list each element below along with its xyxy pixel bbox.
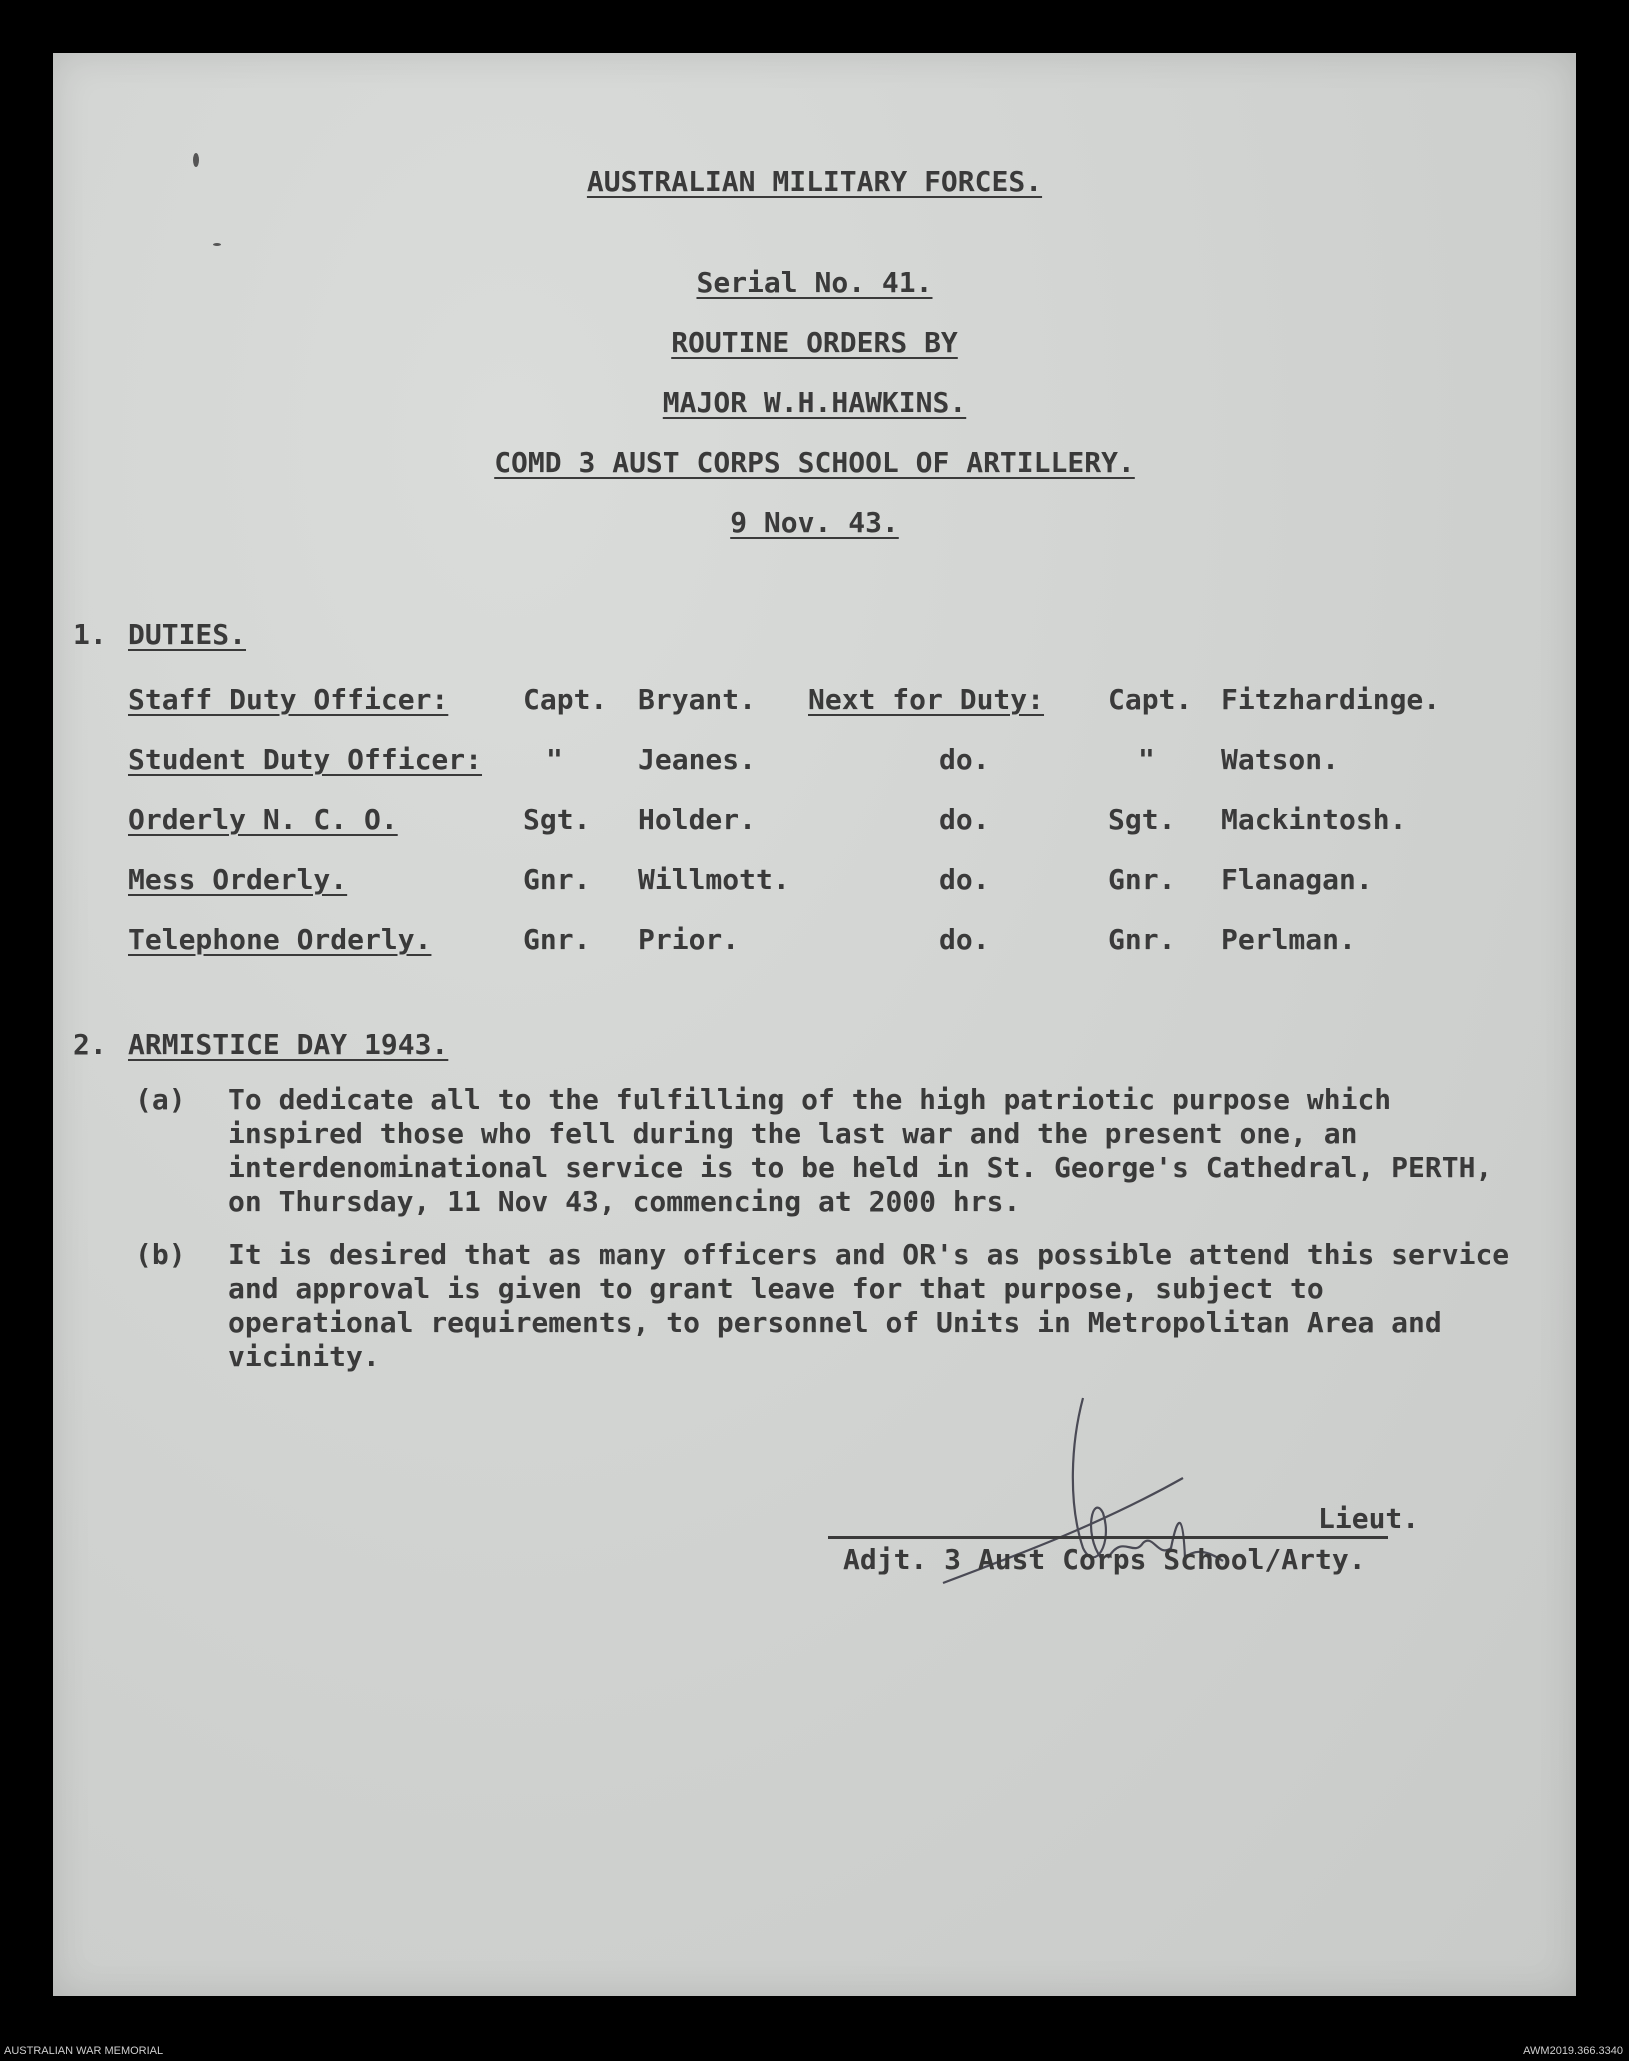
duty-role: Staff Duty Officer: <box>128 683 449 716</box>
duty-rank: Sgt. <box>523 803 591 836</box>
paper-mark <box>213 243 221 246</box>
serial-number: Serial No. 41. <box>696 266 933 299</box>
next-name: Watson. <box>1221 743 1340 776</box>
next-rank: Capt. <box>1108 683 1193 716</box>
archive-reference: AWM2019.366.3340 <box>1523 2045 1623 2057</box>
next-name: Perlman. <box>1221 923 1356 956</box>
next-duty-label: do. <box>939 923 990 956</box>
section-2-number: 2. <box>73 1028 107 1061</box>
routine-orders-heading: ROUTINE ORDERS BY <box>671 326 958 359</box>
next-duty-label: do. <box>939 743 990 776</box>
duty-role: Mess Orderly. <box>128 863 348 896</box>
duty-rank: Capt. <box>523 683 608 716</box>
paragraph-b-label: (b) <box>135 1238 186 1271</box>
section-1-number: 1. <box>73 618 107 651</box>
duty-rank: Gnr. <box>523 923 591 956</box>
next-rank: Gnr. <box>1108 923 1176 956</box>
document-title: AUSTRALIAN MILITARY FORCES. <box>586 165 1043 198</box>
duty-name: Prior. <box>638 923 740 956</box>
handwritten-signature <box>933 1383 1263 1613</box>
next-name: Fitzhardinge. <box>1221 683 1441 716</box>
duty-name: Bryant. <box>638 683 757 716</box>
commander-name: MAJOR W.H.HAWKINS. <box>662 386 967 419</box>
duty-name: Willmott. <box>638 863 790 896</box>
duty-role: Orderly N. C. O. <box>128 803 398 836</box>
command-title: COMD 3 AUST CORPS SCHOOL OF ARTILLERY. <box>494 446 1135 479</box>
paragraph-a-text: To dedicate all to the fulfilling of the high patriotic purpose which inspired those who fell during the last war and the present one, an interdenominational service is to be held in St. George's Cathedral, PERTH, on Thursday, 11 Nov 43, commencing at 2000 hrs. <box>228 1083 1493 1218</box>
duty-role: Student Duty Officer: <box>128 743 483 776</box>
duty-rank: " <box>546 743 563 776</box>
next-rank: Gnr. <box>1108 863 1176 896</box>
document-page <box>53 53 1576 1996</box>
next-rank: Sgt. <box>1108 803 1176 836</box>
duty-name: Holder. <box>638 803 757 836</box>
paragraph-a-label: (a) <box>135 1083 186 1116</box>
duty-role: Telephone Orderly. <box>128 923 432 956</box>
duty-rank: Gnr. <box>523 863 591 896</box>
next-rank: " <box>1138 743 1155 776</box>
signature-rank: Lieut. <box>1318 1502 1420 1535</box>
paragraph-b-text: It is desired that as many officers and OR's as possible attend this service and approval is given to grant leave for that purpose, subject to operational requirements, to personnel of Units in Metropolitan Area and vicinity. <box>228 1238 1510 1373</box>
section-2-heading: ARMISTICE DAY 1943. <box>128 1028 449 1061</box>
section-1-heading: DUTIES. <box>128 618 247 651</box>
next-duty-label: do. <box>939 803 990 836</box>
archive-credit: AUSTRALIAN WAR MEMORIAL <box>4 2045 164 2057</box>
next-duty-label: Next for Duty: <box>808 683 1045 716</box>
next-name: Flanagan. <box>1221 863 1373 896</box>
duty-name: Jeanes. <box>638 743 757 776</box>
next-name: Mackintosh. <box>1221 803 1407 836</box>
signature-title: Adjt. 3 Aust Corps School/Arty. <box>843 1543 1366 1576</box>
order-date: 9 Nov. 43. <box>730 506 899 539</box>
next-duty-label: do. <box>939 863 990 896</box>
signature-line <box>828 1536 1388 1539</box>
